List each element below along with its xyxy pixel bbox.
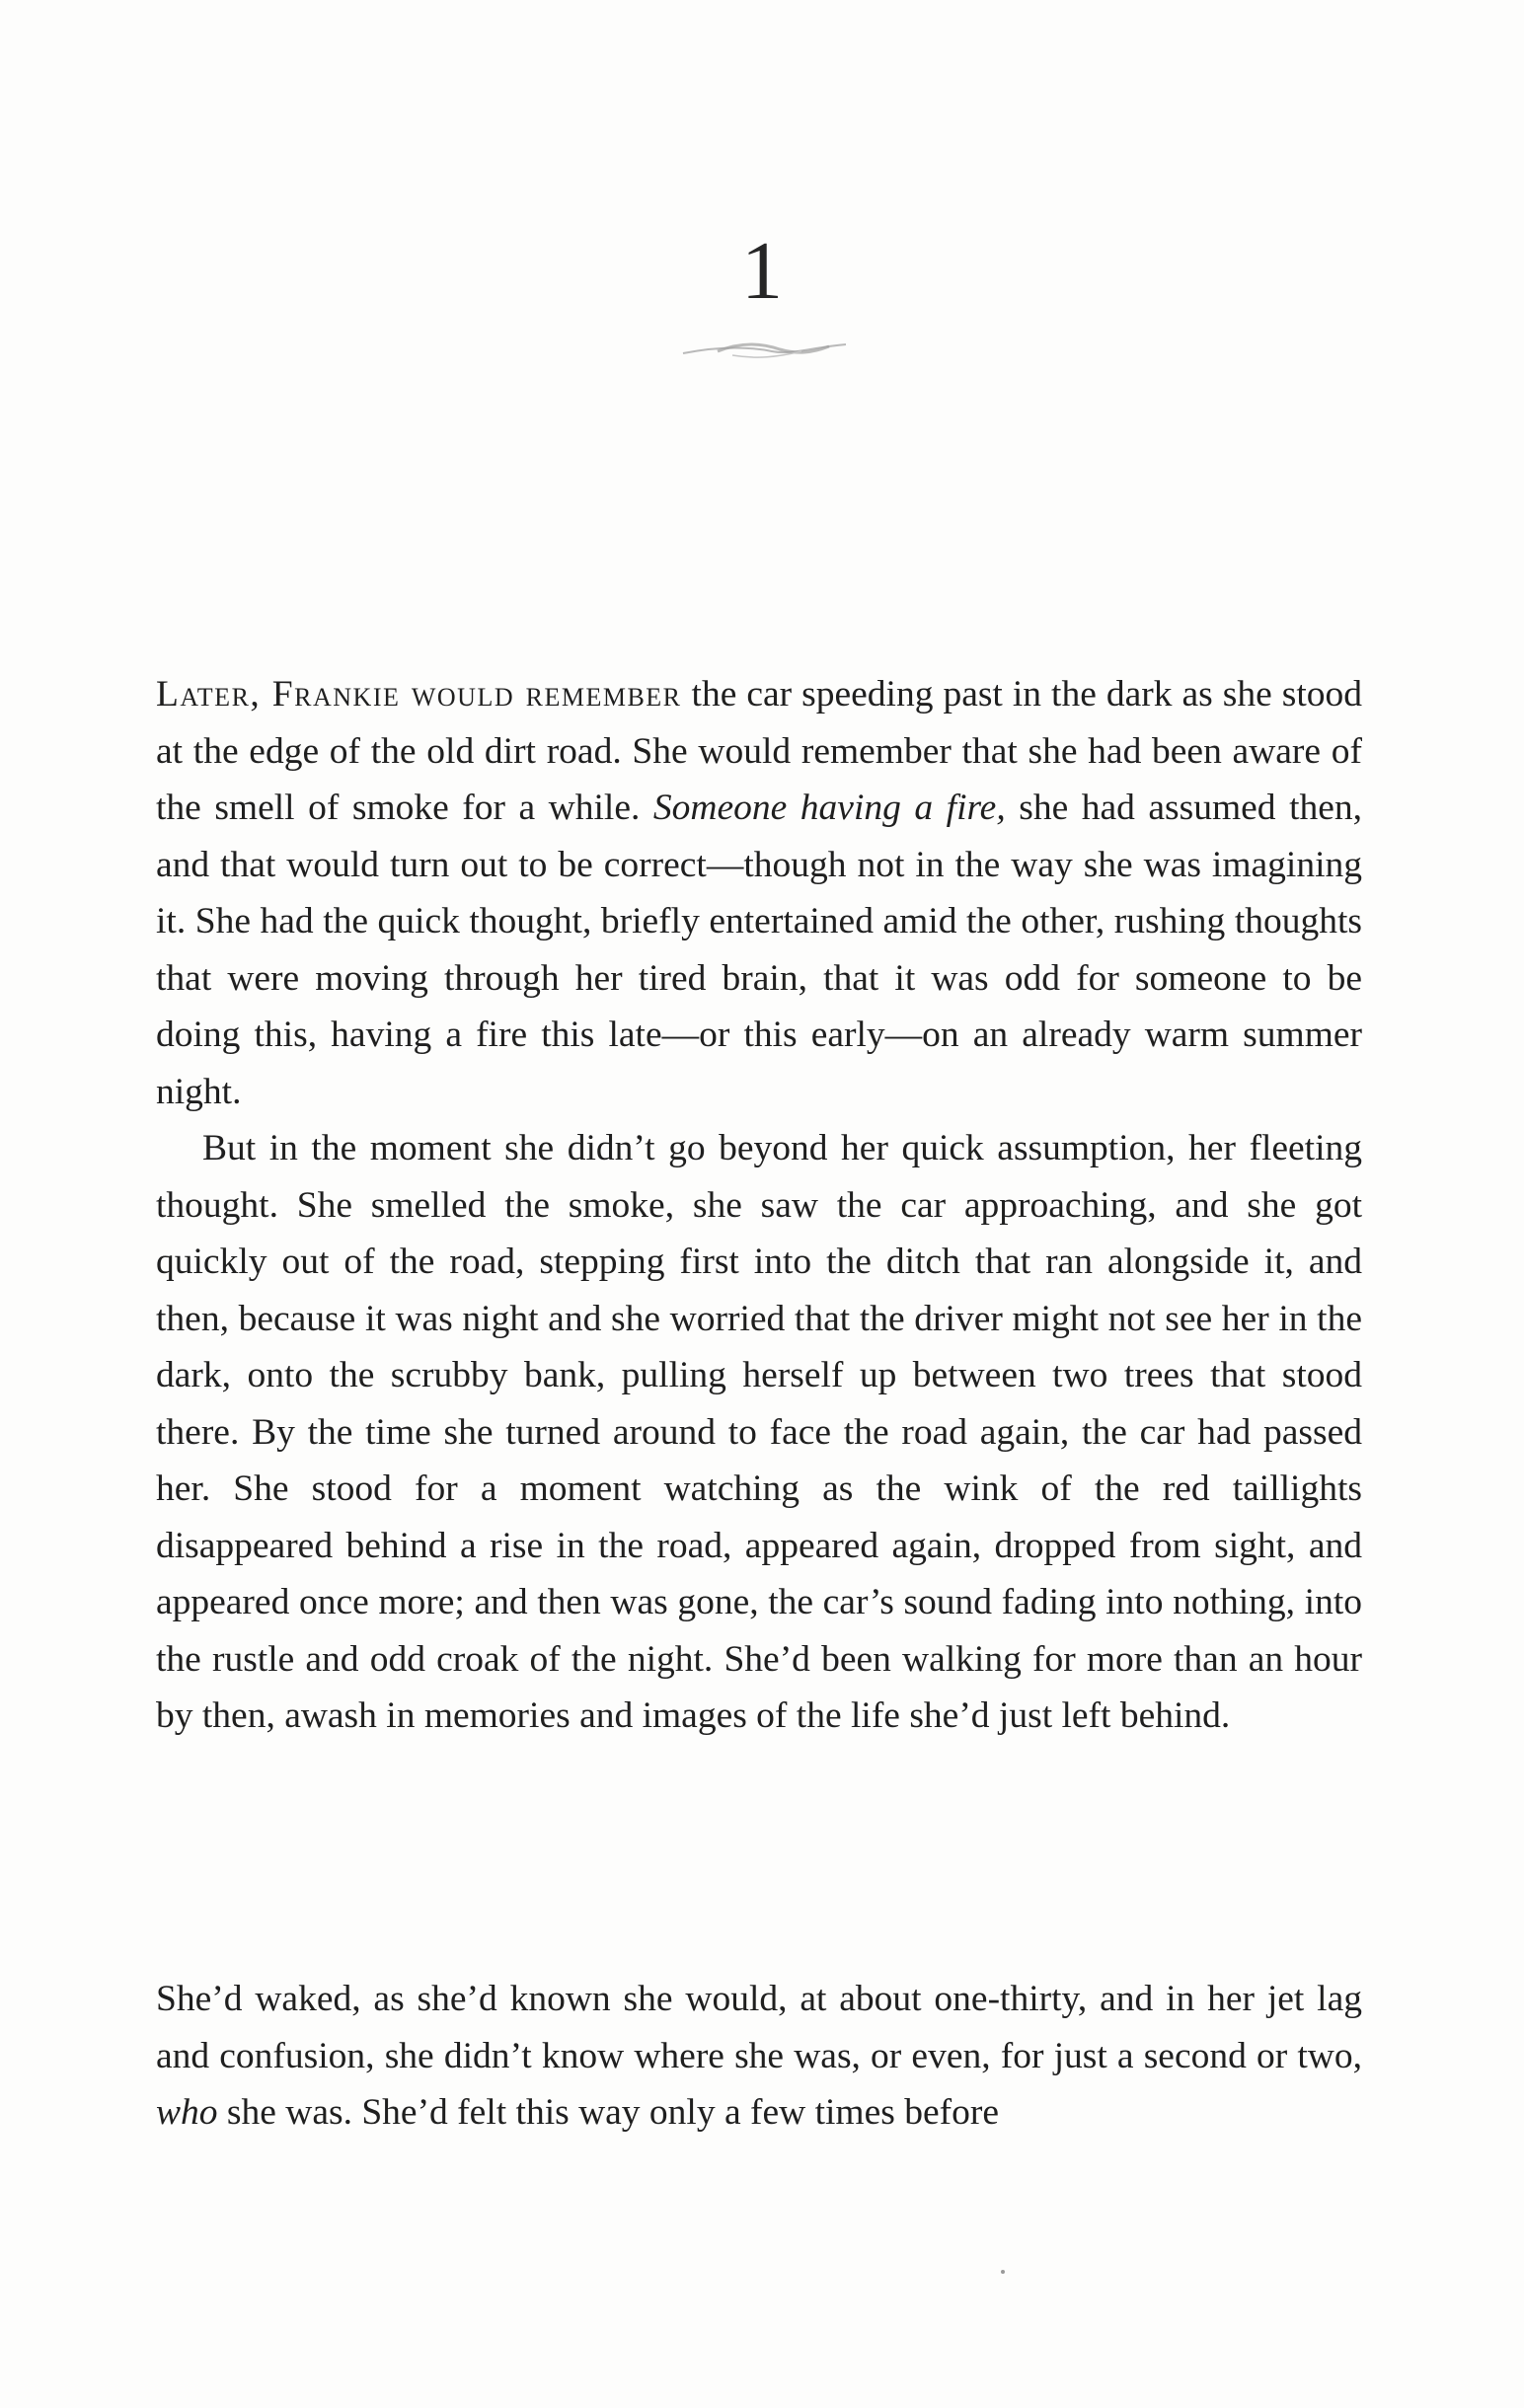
- paragraph-1: [156, 666, 1362, 1120]
- chapter-ornament: [663, 330, 861, 369]
- paragraph-3: [156, 1971, 1362, 2142]
- section-one: [156, 666, 1362, 1745]
- lead-in: Later, Frankie would remember: [156, 674, 682, 715]
- paragraph-1-text-a: the car speeding past in the dark as she stood at the edge of the old dirt road. She would remember that she had been aware of the smell of smoke for a while.: [156, 674, 1362, 828]
- chapter-number: 1: [741, 225, 783, 317]
- scan-speck: [1001, 2270, 1005, 2274]
- paragraph-3-text-b: she was. She’d felt this way only a few times before: [217, 2092, 999, 2133]
- paragraph-2: But in the moment she didn’t go beyond her quick assumption, her fleeting thought. She smelled the smoke, she saw the car approaching, and she got quickly out of the road, stepping first into the ditch that ran alongside it, and then, because it was night and she worried that the driver might not see her in the dark, onto the scrubby bank, pulling herself up between two trees that stood there. By the time she turned around to face the road again, the car had passed her. She stood for a moment watching as the wink of the red taillights disappeared behind a rise in the road, appeared again, dropped from sight, and appeared once more; and then was gone, the car’s sound fading into nothing, into the rustle and odd croak of the night. She’d been walking for more than an hour by then, awash in memories and images of the life she’d just left behind.: [156, 1128, 1362, 1736]
- section-two: [156, 1971, 1362, 2142]
- paragraph-3-text-a: She’d waked, as she’d known she would, at about one-thirty, and in her jet lag and confusion, she didn’t know where she was, or even, for just a second or two,: [156, 1979, 1362, 2076]
- paragraph-1-italic: Someone having a fire,: [652, 788, 1006, 828]
- paragraph-1-text-b: she had assumed then, and that would turn out to be correct—though not in the way she was imagining it. She had the quick thought, briefly entertained amid the other, rushing thoughts that were moving through her tired brain, that it was odd for someone to be doing this, having a fire this late—or this early—on an already warm summer night.: [156, 788, 1363, 1112]
- paragraph-3-italic: who: [156, 2092, 218, 2133]
